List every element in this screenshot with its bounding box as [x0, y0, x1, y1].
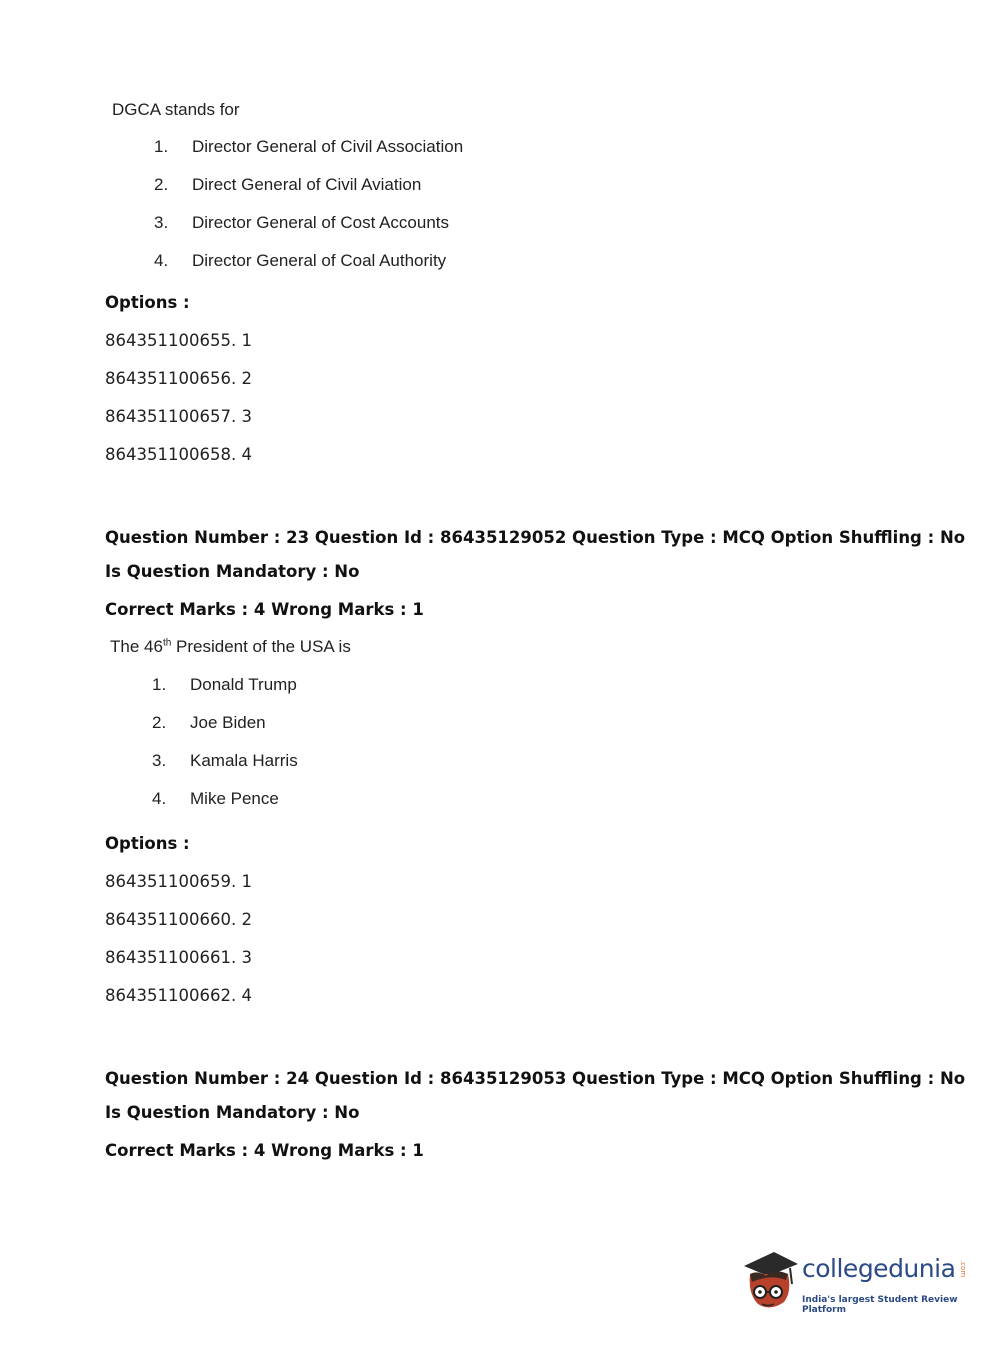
options-heading: Options :: [105, 293, 190, 312]
option-id-line: 864351100662. 4: [105, 986, 252, 1005]
question-mandatory: Is Question Mandatory : No: [105, 562, 360, 581]
choice-number: 4.: [154, 251, 169, 270]
stem-text-pre: The 46: [110, 637, 163, 656]
question-marks: Correct Marks : 4 Wrong Marks : 1: [105, 1141, 424, 1160]
question-header: Question Number : 23 Question Id : 86435129052 Question Type : MCQ Option Shuffling : No: [105, 528, 966, 547]
choice-text: Director General of Coal Authority: [192, 251, 447, 270]
question-header: Question Number : 24 Question Id : 86435129053 Question Type : MCQ Option Shuffling : No: [105, 1069, 966, 1088]
choice-text: Donald Trump: [190, 675, 297, 694]
question-mandatory: Is Question Mandatory : No: [105, 1103, 360, 1122]
choice-item: [154, 175, 421, 195]
choice-number: 2.: [152, 713, 167, 732]
stem-text-post: President of the USA is: [171, 637, 351, 656]
choice-item: [152, 675, 297, 695]
choice-number: 3.: [152, 751, 167, 770]
question-stem: [110, 637, 351, 657]
option-id-line: 864351100659. 1: [105, 872, 252, 891]
choice-item: [152, 789, 279, 809]
choice-item: [154, 251, 446, 271]
choice-text: Direct General of Civil Aviation: [192, 175, 422, 194]
collegedunia-logo: [740, 1250, 972, 1320]
option-id-line: 864351100657. 3: [105, 407, 252, 426]
question-stem: DGCA stands for: [112, 100, 240, 119]
choice-number: 2.: [154, 175, 169, 194]
choice-item: [152, 751, 298, 771]
choice-number: 4.: [152, 789, 167, 808]
choice-text: Director General of Civil Association: [192, 137, 464, 156]
choice-text: Kamala Harris: [190, 751, 298, 770]
choice-number: 1.: [152, 675, 167, 694]
question-marks: Correct Marks : 4 Wrong Marks : 1: [105, 600, 424, 619]
choice-text: Director General of Cost Accounts: [192, 213, 450, 232]
student-mascot-icon: [740, 1250, 800, 1316]
brand-name: collegedunia: [802, 1254, 956, 1283]
choice-text: Mike Pence: [190, 789, 279, 808]
option-id-line: 864351100658. 4: [105, 445, 252, 464]
option-id-line: 864351100660. 2: [105, 910, 252, 929]
choice-number: 3.: [154, 213, 169, 232]
choice-text: Joe Biden: [190, 713, 266, 732]
options-heading: Options :: [105, 834, 190, 853]
choice-item: [152, 713, 266, 733]
option-id-line: 864351100656. 2: [105, 369, 252, 388]
option-id-line: 864351100655. 1: [105, 331, 252, 350]
choice-number: 1.: [154, 137, 169, 156]
brand-tagline: India's largest Student Review Platform: [802, 1295, 958, 1315]
choice-item: [154, 137, 463, 157]
stem-superscript: th: [162, 637, 172, 649]
option-id-line: 864351100661. 3: [105, 948, 252, 967]
brand-domain: .com: [959, 1260, 967, 1278]
choice-item: [154, 213, 449, 233]
